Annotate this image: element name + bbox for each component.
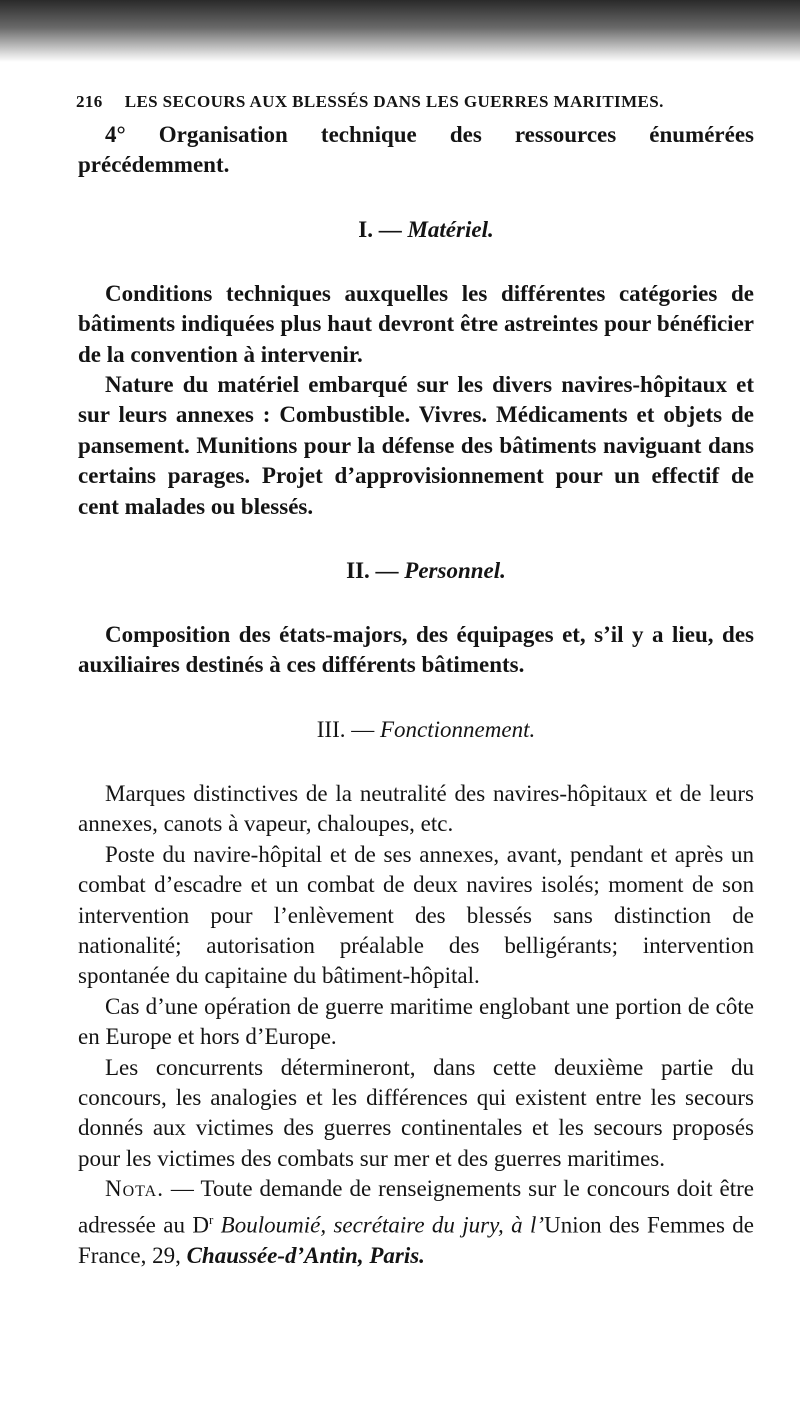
page-number: 216	[76, 92, 103, 111]
union-name: Union des Femmes de France, 29,	[78, 1212, 755, 1268]
address: Chaussée-d’Antin, Paris.	[186, 1242, 425, 1268]
article: l’	[530, 1212, 545, 1238]
paragraph: Composition des états-majors, des équipages et, s’il y a lieu, des auxiliaires destinés à ces différents bâtiments.	[78, 622, 754, 678]
section-heading-materiel	[78, 215, 754, 245]
doctor-superscript: r	[208, 1211, 214, 1227]
section-title: Fonctionnement.	[380, 716, 536, 742]
paragraph: Nature du matériel embarqué sur les divers navires-hôpitaux et sur leurs annexes : Combustible. Vivres. Médicaments et objets de pansement. Munitions pour la défense des bâtiments naviguant dans certains parages. Projet d’approvisionnement pour un effectif de cent malades ou blessés.	[78, 372, 754, 519]
nota-label: Nota.	[105, 1176, 164, 1202]
nota-text: Toute demande de renseignements sur le concours doit être adressée au	[78, 1176, 754, 1238]
section-title: Matériel.	[407, 216, 494, 242]
nota-dash: —	[163, 1176, 201, 1202]
running-header	[76, 92, 754, 112]
section-heading-fonctionnement	[78, 715, 754, 745]
section-numeral: III. —	[316, 716, 375, 742]
paragraph: Marques distinctives de la neutralité des navires-hôpitaux et de leurs annexes, canots à vapeur, chaloupes, etc.	[78, 780, 754, 837]
section-numeral: I. —	[358, 216, 402, 242]
paragraph: Cas d’une opération de guerre maritime englobant une portion de côte en Europe et hors d’Europe.	[78, 993, 754, 1050]
section-heading-personnel	[78, 556, 754, 586]
doctor-name: Bouloumié, secrétaire du jury, à	[213, 1212, 531, 1238]
doctor-abbreviation: D	[192, 1212, 209, 1238]
section-numeral: II. —	[346, 558, 399, 584]
paragraph: Poste du navire-hôpital et de ses annexes, avant, pendant et après un combat d’escadre et un combat de deux navires isolés; moment de son intervention pour l’enlèvement des blessés sans distinction de nationalité; autorisation préalable des belligérants; intervention spontanée du capitaine du bâtiment-hôpital.	[78, 841, 754, 989]
scan-top-edge	[0, 0, 800, 62]
nota-paragraph	[78, 1174, 754, 1271]
running-title: LES SECOURS AUX BLESSÉS DANS LES GUERRES MARITIMES.	[124, 92, 664, 111]
paragraph: Les concurrents détermineront, dans cette deuxième partie du concours, les analogies et les différences qui existent entre les secours donnés aux victimes des guerres continentales et les secours proposés pour les victimes des combats sur mer et des guerres maritimes.	[78, 1054, 754, 1171]
paragraph: Conditions techniques auxquelles les différentes catégories de bâtiments indiquées plus haut devront être astreintes pour bénéficier de la convention à intervenir.	[78, 280, 754, 367]
intro-item-paragraph: 4° Organisation technique des ressources énumérées précédemment.	[78, 122, 754, 178]
section-title: Personnel.	[404, 558, 506, 584]
document-page	[78, 92, 754, 1271]
